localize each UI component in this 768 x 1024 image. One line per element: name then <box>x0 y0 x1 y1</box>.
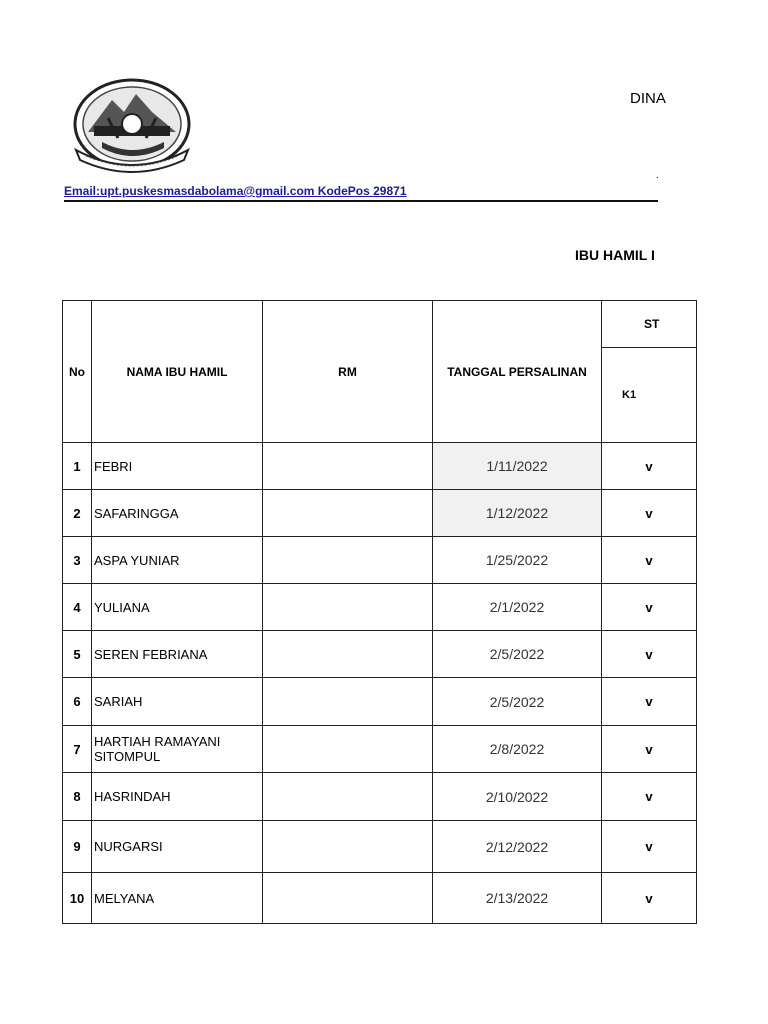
mother-name: NURGARSI <box>92 821 263 873</box>
document-title: IBU HAMIL I <box>575 247 655 263</box>
delivery-date: 2/5/2022 <box>433 631 602 678</box>
rm-cell <box>263 537 433 584</box>
mother-name: HARTIAH RAMAYANI SITOMPUL <box>92 726 263 773</box>
table-row <box>63 773 697 821</box>
rm-cell <box>263 631 433 678</box>
mother-name: SAFARINGGA <box>92 490 263 537</box>
regency-emblem-logo <box>72 72 196 180</box>
row-number: 4 <box>63 584 92 631</box>
header-divider <box>64 200 658 202</box>
row-number: 6 <box>63 678 92 726</box>
delivery-date: 1/12/2022 <box>433 490 602 537</box>
column-header-no: No <box>63 301 92 443</box>
row-number: 7 <box>63 726 92 773</box>
delivery-date: 2/1/2022 <box>433 584 602 631</box>
header-dot: . <box>656 170 659 181</box>
k1-check: v <box>602 537 697 584</box>
row-number: 8 <box>63 773 92 821</box>
mother-name: HASRINDAH <box>92 773 263 821</box>
delivery-date: 2/5/2022 <box>433 678 602 726</box>
table-row <box>63 537 697 584</box>
rm-cell <box>263 443 433 490</box>
mother-name: FEBRI <box>92 443 263 490</box>
k1-check: v <box>602 584 697 631</box>
k1-check: v <box>602 490 697 537</box>
row-number: 10 <box>63 873 92 924</box>
k1-check: v <box>602 873 697 924</box>
row-number: 3 <box>63 537 92 584</box>
k1-check: v <box>602 443 697 490</box>
agency-heading: DINA <box>630 90 666 107</box>
rm-cell <box>263 678 433 726</box>
k1-check: v <box>602 773 697 821</box>
rm-cell <box>263 490 433 537</box>
k1-check: v <box>602 821 697 873</box>
table-row <box>63 678 697 726</box>
column-header-rm: RM <box>263 301 433 443</box>
mother-name: ASPA YUNIAR <box>92 537 263 584</box>
column-header-name: NAMA IBU HAMIL <box>92 301 263 443</box>
rm-cell <box>263 821 433 873</box>
mother-name: YULIANA <box>92 584 263 631</box>
row-number: 5 <box>63 631 92 678</box>
pregnant-women-table <box>62 300 697 924</box>
table-row <box>63 584 697 631</box>
table-row <box>63 443 697 490</box>
mother-name: MELYANA <box>92 873 263 924</box>
k1-check: v <box>602 726 697 773</box>
k1-check: v <box>602 678 697 726</box>
table-row <box>63 490 697 537</box>
column-header-k1: K1 <box>602 348 697 443</box>
rm-cell <box>263 873 433 924</box>
delivery-date: 1/11/2022 <box>433 443 602 490</box>
row-number: 1 <box>63 443 92 490</box>
rm-cell <box>263 773 433 821</box>
mother-name: SEREN FEBRIANA <box>92 631 263 678</box>
table-row <box>63 821 697 873</box>
table-row <box>63 873 697 924</box>
email-line[interactable]: Email:upt.puskesmasdabolama@gmail.com KodePos 29871 <box>64 184 407 198</box>
rm-cell <box>263 584 433 631</box>
mother-name: SARIAH <box>92 678 263 726</box>
rm-cell <box>263 726 433 773</box>
k1-check: v <box>602 631 697 678</box>
table-row <box>63 631 697 678</box>
delivery-date: 2/13/2022 <box>433 873 602 924</box>
delivery-date: 1/25/2022 <box>433 537 602 584</box>
delivery-date: 2/12/2022 <box>433 821 602 873</box>
column-header-status: ST <box>602 301 697 348</box>
column-header-date: TANGGAL PERSALINAN <box>433 301 602 443</box>
row-number: 9 <box>63 821 92 873</box>
table-row <box>63 726 697 773</box>
row-number: 2 <box>63 490 92 537</box>
delivery-date: 2/8/2022 <box>433 726 602 773</box>
delivery-date: 2/10/2022 <box>433 773 602 821</box>
